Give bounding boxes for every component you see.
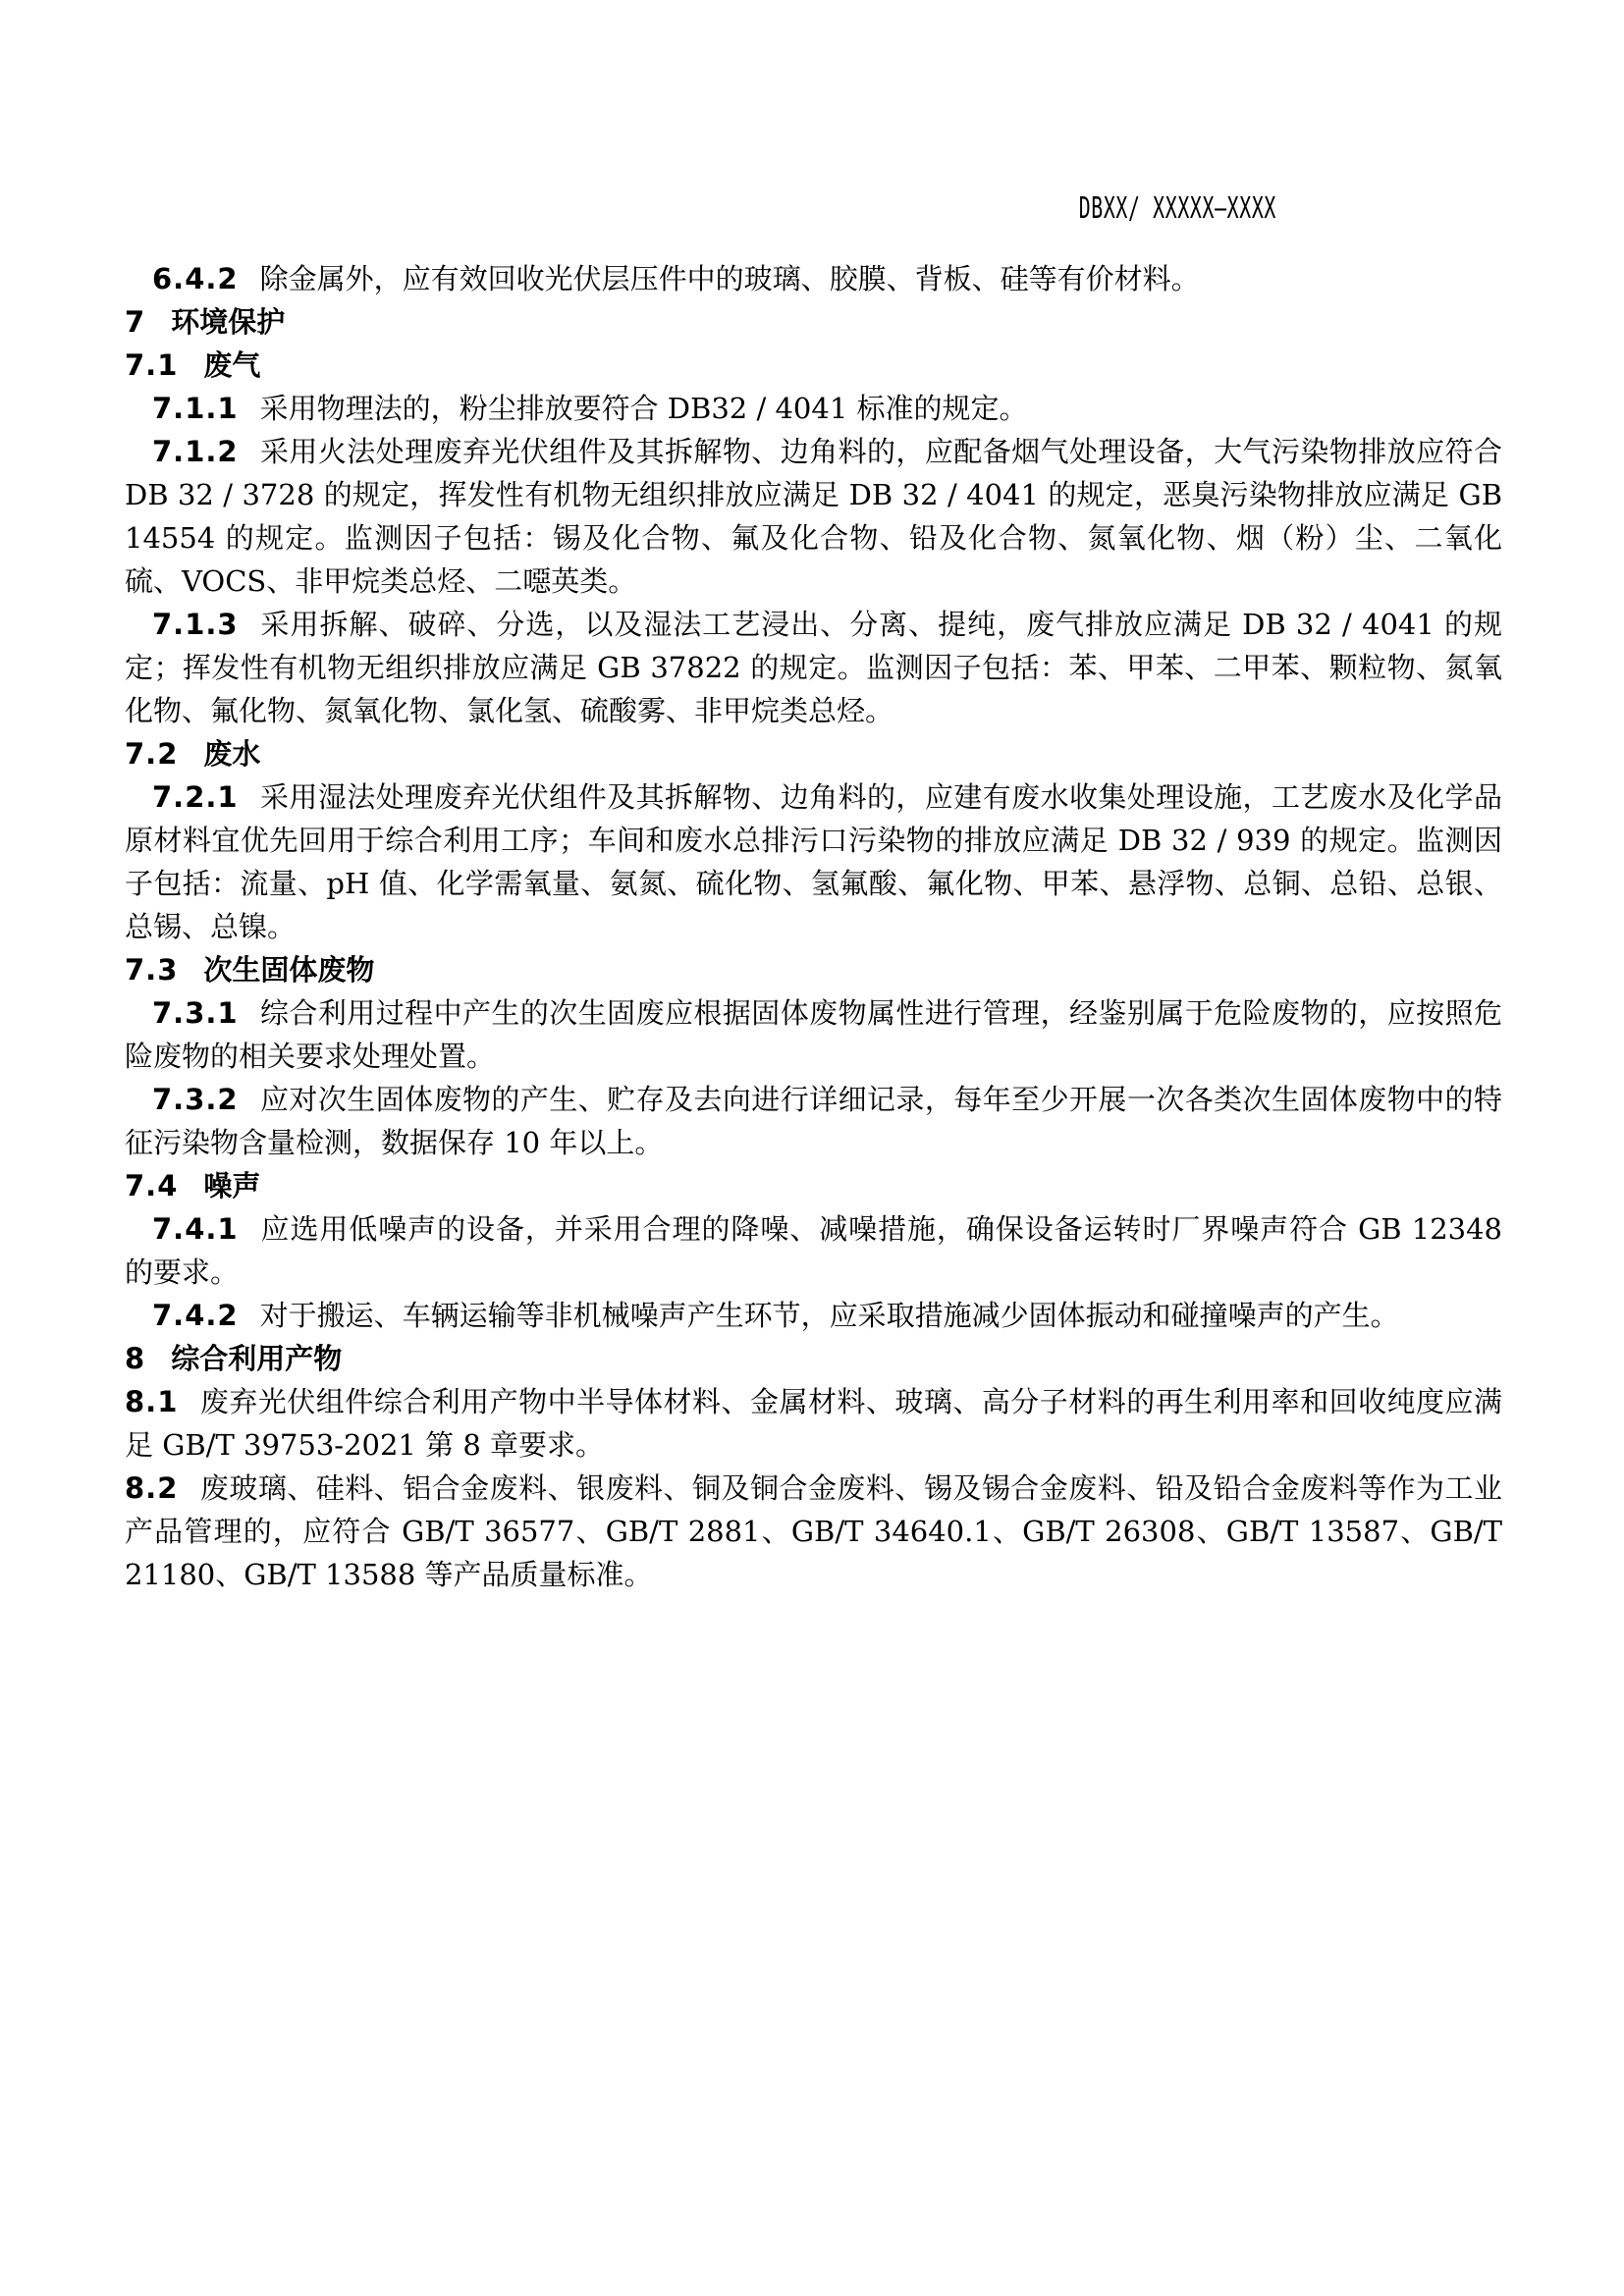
clause-number: 7.4.1 xyxy=(152,1212,239,1246)
clause-text: 综合利用过程中产生的次生固废应根据固体废物属性进行管理，经鉴别属于危险废物的，应按照危险废物的相关要求处理处置。 xyxy=(125,996,1502,1073)
chapter-7-heading xyxy=(125,300,1502,344)
clause-number: 7.2.1 xyxy=(152,780,239,814)
chapter-title: 综合利用产物 xyxy=(171,1342,343,1375)
clause-text: 采用物理法的，粉尘排放要符合 DB32 / 4041 标准的规定。 xyxy=(259,392,1028,425)
section-7-2-heading xyxy=(125,732,1502,775)
clause-number: 7.1.3 xyxy=(152,608,239,641)
section-title: 废水 xyxy=(203,737,261,771)
clause-text: 对于搬运、车辆运输等非机械噪声产生环节，应采取措施减少固体振动和碰撞噪声的产生。 xyxy=(259,1299,1399,1332)
clause-7-3-2 xyxy=(125,1078,1502,1164)
clause-text: 应对次生固体废物的产生、贮存及去向进行详细记录，每年至少开展一次各类次生固体废物中的特征污染物含量检测，数据保存 10 年以上。 xyxy=(125,1083,1502,1159)
clause-text: 采用拆解、破碎、分选，以及湿法工艺浸出、分离、提纯，废气排放应满足 DB 32 / 4041 的规定；挥发性有机物无组织排放应满足 GB 37822 的规定。监测因子包括：苯、甲苯、二甲苯、颗粒物、氮氧化物、氟化物、氮氧化物、氯化氢、硫酸雾、非甲烷类总烃。 xyxy=(125,608,1502,727)
clause-number: 8.1 xyxy=(125,1385,179,1418)
clause-7-4-1 xyxy=(125,1207,1502,1294)
section-number: 7.2 xyxy=(125,737,179,771)
clause-text: 除金属外，应有效回收光伏层压件中的玻璃、胶膜、背板、硅等有价材料。 xyxy=(259,262,1200,295)
section-title: 噪声 xyxy=(203,1169,261,1202)
clause-text: 应选用低噪声的设备，并采用合理的降噪、减噪措施，确保设备运转时厂界噪声符合 GB 12348 的要求。 xyxy=(125,1212,1502,1289)
clause-text: 采用湿法处理废弃光伏组件及其拆解物、边角料的，应建有废水收集处理设施，工艺废水及化学品原材料宜优先回用于综合利用工序；车间和废水总排污口污染物的排放应满足 DB 32 / 939 的规定。监测因子包括：流量、pH 值、化学需氧量、氨氮、硫化物、氢氟酸、氟化物、甲苯、悬浮物、总铜、总铅、总银、总锡、总镍。 xyxy=(125,780,1502,943)
clause-number: 7.4.2 xyxy=(152,1299,239,1332)
clause-7-1-3 xyxy=(125,603,1502,732)
clause-7-1-1 xyxy=(125,387,1502,430)
clause-number: 7.1.2 xyxy=(152,435,239,468)
clause-number: 7.3.1 xyxy=(152,996,239,1030)
chapter-number: 7 xyxy=(125,305,146,339)
section-7-1-heading xyxy=(125,344,1502,387)
clause-text: 废玻璃、硅料、铝合金废料、银废料、铜及铜合金废料、锡及锡合金废料、铅及铅合金废料等作为工业产品管理的，应符合 GB/T 36577、GB/T 2881、GB/T 34640.1、GB/T 26308、GB/T 13587、GB/T 21180、GB/T 13588 等产品质量标准。 xyxy=(125,1471,1502,1591)
clause-text: 采用火法处理废弃光伏组件及其拆解物、边角料的，应配备烟气处理设备，大气污染物排放应符合 DB 32 / 3728 的规定，挥发性有机物无组织排放应满足 DB 32 / 4041 的规定，恶臭污染物排放应满足 GB 14554 的规定。监测因子包括：锡及化合物、氟及化合物、铅及化合物、氮氧化物、烟（粉）尘、二氧化硫、VOCS、非甲烷类总烃、二噁英类。 xyxy=(125,435,1502,598)
clause-number: 8.2 xyxy=(125,1471,179,1505)
section-title: 次生固体废物 xyxy=(203,953,375,987)
clause-number: 7.1.1 xyxy=(152,392,239,425)
clause-6-4-2 xyxy=(125,257,1502,300)
clause-text: 废弃光伏组件综合利用产物中半导体材料、金属材料、玻璃、高分子材料的再生利用率和回收纯度应满足 GB/T 39753-2021 第 8 章要求。 xyxy=(125,1385,1502,1462)
section-number: 7.1 xyxy=(125,348,179,382)
chapter-8-heading xyxy=(125,1337,1502,1380)
section-title: 废气 xyxy=(203,348,261,382)
clause-number: 6.4.2 xyxy=(152,262,239,295)
page-header xyxy=(0,187,1276,231)
clause-number: 7.3.2 xyxy=(152,1083,239,1116)
clause-7-1-2 xyxy=(125,430,1502,603)
section-7-3-heading xyxy=(125,948,1502,991)
chapter-title: 环境保护 xyxy=(171,305,286,339)
standard-code: DBXX/ XXXXX—XXXX xyxy=(1078,191,1276,226)
clause-8-1 xyxy=(125,1380,1502,1467)
clause-8-2 xyxy=(125,1467,1502,1596)
clause-7-4-2 xyxy=(125,1294,1502,1337)
section-number: 7.3 xyxy=(125,953,179,987)
section-7-4-heading xyxy=(125,1164,1502,1207)
chapter-number: 8 xyxy=(125,1342,146,1375)
document-body xyxy=(125,257,1502,1596)
section-number: 7.4 xyxy=(125,1169,179,1202)
clause-7-2-1 xyxy=(125,775,1502,948)
clause-7-3-1 xyxy=(125,991,1502,1078)
